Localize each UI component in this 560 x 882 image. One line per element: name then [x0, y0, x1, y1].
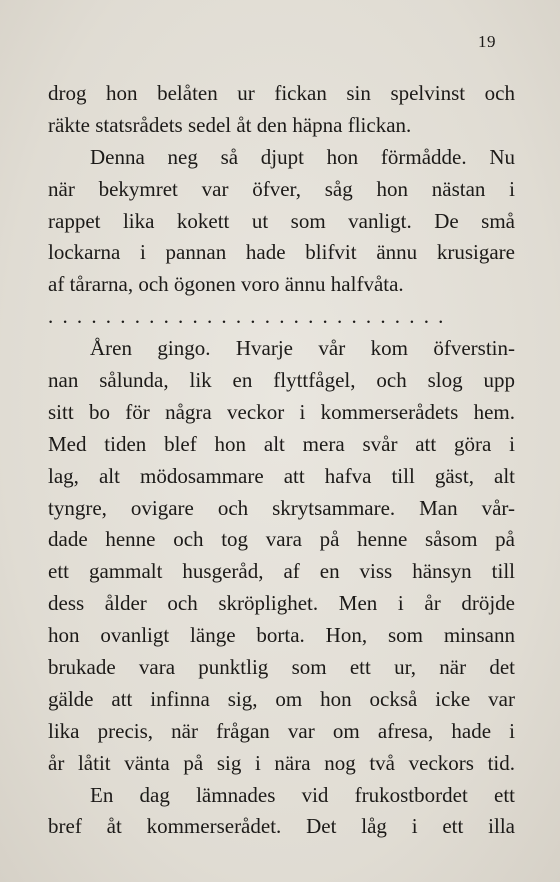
- text-line: brukade vara punktlig som ett ur, när det: [48, 655, 515, 680]
- text-line: hon ovanligt länge borta. Hon, som minsann: [48, 623, 515, 648]
- text-line: gälde att infinna sig, om hon också icke var: [48, 686, 515, 711]
- page-number: 19: [478, 32, 496, 51]
- text-line: dess ålder och skröplighet. Men i år dröjde: [48, 591, 515, 616]
- text-line: sitt bo för några veckor i kommerserådets hem.: [48, 399, 515, 424]
- text-line: Med tiden blef hon alt mera svår att göra i: [48, 431, 515, 456]
- body-text: [48, 78, 515, 843]
- text-line: Denna neg så djupt hon förmådde. Nu: [90, 144, 515, 169]
- text-line: rappet lika kokett ut som vanligt. De små: [48, 208, 515, 233]
- text-line: Åren gingo. Hvarje vår kom öfverstin-: [90, 336, 515, 361]
- text-line: dade henne och tog vara på henne såsom på: [48, 527, 515, 552]
- text-line: bref åt kommerserådet. Det låg i ett illa: [48, 814, 515, 839]
- text-line: räkte statsrådets sedel åt den häpna flickan.: [48, 112, 412, 137]
- text-line: af tårarna, och ögonen voro ännu halfvåta.: [48, 272, 404, 297]
- text-line: En dag lämnades vid frukostbordet ett: [90, 782, 515, 807]
- section-separator: ............................: [48, 304, 453, 329]
- text-line: lika precis, när frågan var om afresa, hade i: [48, 718, 515, 743]
- text-line: år låtit vänta på sig i nära nog två veckors tid.: [48, 750, 515, 775]
- text-line: nan sålunda, lik en flyttfågel, och slog upp: [48, 368, 515, 393]
- text-line: lag, alt mödosammare att hafva till gäst, alt: [48, 463, 515, 488]
- text-line: när bekymret var öfver, såg hon nästan i: [48, 176, 515, 201]
- text-line: tyngre, ovigare och skrytsammare. Man vår-: [48, 495, 515, 520]
- text-line: lockarna i pannan hade blifvit ännu krusigare: [48, 240, 515, 265]
- text-line: ett gammalt husgeråd, af en viss hänsyn till: [48, 559, 515, 584]
- text-line: drog hon belåten ur fickan sin spelvinst och: [48, 81, 515, 105]
